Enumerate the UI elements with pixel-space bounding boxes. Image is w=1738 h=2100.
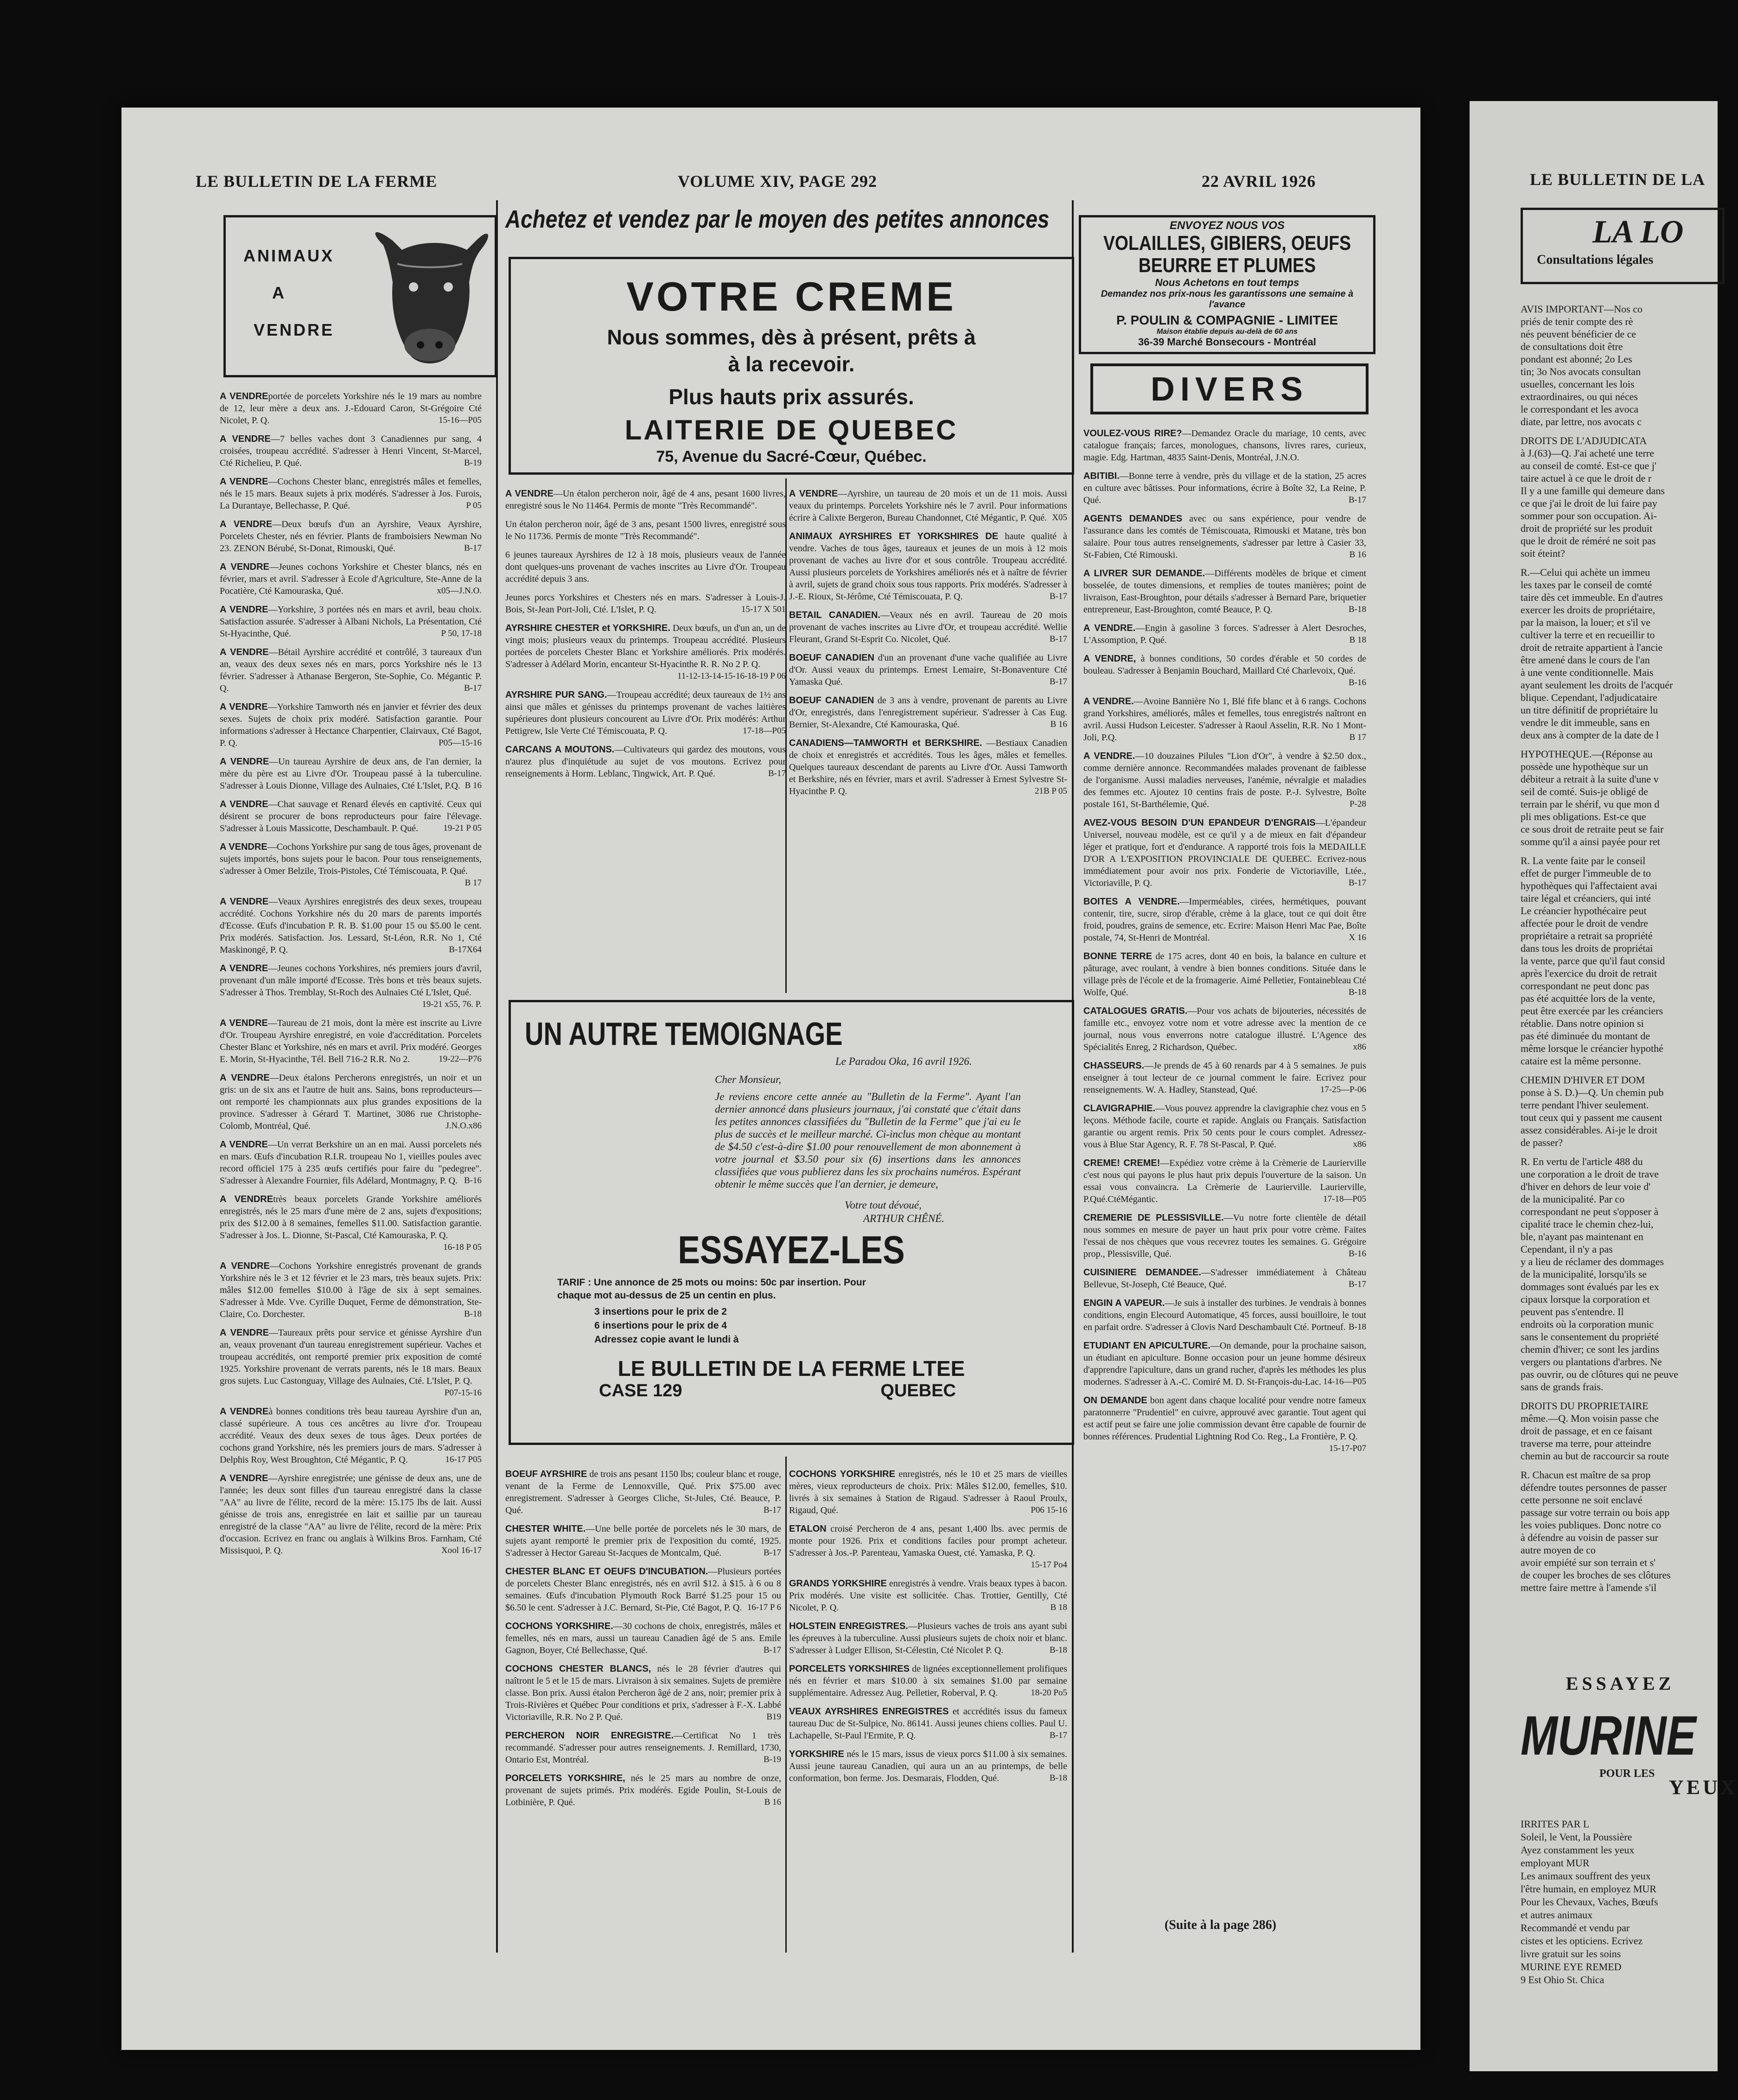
adjacent-text-line: terre pendant l'hiver seulement. xyxy=(1521,1099,1649,1111)
masthead-left: LE BULLETIN DE LA FERME xyxy=(196,172,438,191)
murine-text-line: Recommandé et vendu par xyxy=(1521,1922,1630,1934)
adjacent-text-line: R.—Celui qui achète un immeu xyxy=(1521,566,1650,578)
classified-ad: A VENDRE—Ayrshire enregistrée; une génisse de deux ans, une de l'année; les deux sont filles d'un taureau enregistré dans la classe "AA" au livre de l'élite, record de la mère: 15.175 lbs de lait. Aussi génisse de trois ans, enregistrée en lait et saillie par un taureau enregistré de la classe "AA" au livre de l'élite, record de la mère: Prix d'occasion. Ecrivez en franc ou anglais à Wilkins Bros. Farnham, Cté Missisquoi, P. Q. Xool 16-17 xyxy=(220,1473,482,1556)
adjacent-text-line: terrain par le shérif, vu que mon d xyxy=(1521,798,1660,810)
classified-ad: CANADIENS—TAMWORTH et BERKSHIRE. —Bestiaux Canadien de choix et enregistrés et accrédités. Tous les âges, mâles et femelles. Quelques taureaux descendant de parents au Livre d'Or. Aussi Tamworth et Berkshire, nés en février, mars et avril. S'adresser à Ernest Sylvestre St-Hyacinthe P. Q. 21B P 05 xyxy=(789,738,1067,796)
letter-date: Le Paradou Oka, 16 avril 1926. xyxy=(835,1056,972,1067)
adjacent-text-line: possède une hypothèque sur un xyxy=(1521,761,1648,772)
murine-text-line: employant MUR xyxy=(1521,1857,1590,1869)
adjacent-text-line: pas ouvrir, ou de clôtures qui ne peuve xyxy=(1521,1368,1679,1380)
letter-body: Je reviens encore cette année au "Bulletin de la Ferme". Ayant l'an dernier annoncé dans plusieurs journaux, j'ai constaté que c'était dans les petites annonces classifiées du "Bulletin de la Ferme" que j'ai eu le plus de succès et le meilleur marché. Ci-inclus mon chèque au montant de $4.50 c'est-à-dire $1.00 pour renouvellement de mon abonnement à votre journal et $3.50 pour six (6) insertions dans les annonces classifiées que vous publierez dans les six prochains numéros. Espérant obtenir le même succès que l'an dernier, je demeure, xyxy=(715,1091,1021,1190)
adjacent-text-line: autre moyen de co xyxy=(1521,1544,1596,1556)
classified-ad: CARCANS A MOUTONS.—Cultivateurs qui gardez des moutons, vous n'aurez plus d'inquiétude au sujet de vos moutons. Ecrivez pour renseignements à Horm. Leblanc, Tingwick, Art. P. Qué. B-17 xyxy=(505,745,786,779)
classified-ad: ENGIN A VAPEUR.—Je suis à installer des turbines. Je vendrais à bonnes conditions, engin Elecourd Automatique, 45 forces, aussi bouilloire, le tout en parfait ordre. S'adresser à Clovis Nard Deschambault Cté. Portneuf. B-18 xyxy=(1083,1298,1366,1332)
adjacent-text-line: tin; 3o Nos avocats consultan xyxy=(1521,366,1641,377)
adjacent-text-line: somme qu'il a ainsi payée pour ret xyxy=(1521,836,1660,847)
murine-text-line: l'être humain, en employez MUR xyxy=(1521,1883,1656,1895)
adjacent-text-line xyxy=(1521,1462,1718,1469)
murine-text-line: Les animaux souffrent des yeux xyxy=(1521,1870,1651,1882)
classified-ad: AYRSHIRE PUR SANG.—Troupeau accrédité; deux taureaux de 1½ ans ainsi que mâles et génisses du printemps provenant de vaches laitières supérieures dont plusieurs concourent au Livre d'Or. Prix modérés: Arthur Pettigrew, Isle Verte Cté Témiscouata, P. Q. 17-18—P05 xyxy=(505,690,786,736)
adjacent-text-line: pli mes obligations. Est-ce que xyxy=(1521,811,1646,822)
adjacent-text-line: taire légal et créanciers, qui inté xyxy=(1521,892,1651,904)
classified-ad: YORKSHIRE nés le 15 mars, issus de vieux porcs $11.00 à six semaines. Aussi jeune taureau Canadien, qui aura un an au printemps, de belle conformation, bon ferme. Jos. Desmarais, Flodden, Qué. B-18 xyxy=(789,1749,1067,1783)
bull-illustration xyxy=(365,227,495,370)
temoignage-box xyxy=(509,1000,1074,1445)
classified-ad: A VENDRE—Taureau de 21 mois, dont la mère est inscrite au Livre d'Or. Troupeau Ayrshire enregistré, en voie d'accréditation. Porcelets Chester Blanc et Yorkshire, nés en mars et avril. Prix modéré. Georges E. Morin, St-Hyacinthe, Tél. Bell 716-2 R.R. No 2. 19-22—P76 xyxy=(220,1018,482,1064)
adjacent-text-line: avoir empiété sur son terrain et s' xyxy=(1521,1557,1656,1568)
ad-line: Nous sommes, dès à présent, prêts à à la recevoir. xyxy=(607,325,976,376)
classified-ad: A VENDRE—Cochons Yorkshire pur sang de tous âges, provenant de sujets importés, bons sujets pour le bacon. Pour tous renseignements, s'adresser à Omer Belzile, Trois-Pistoles, Cté Témiscouata, P. Qué. B 17 xyxy=(220,842,482,888)
classified-ad: A VENDRE—Chat sauvage et Renard élevés en captivité. Ceux qui désirent se procurer de bons reproducteurs pour faire l'élevage. S'adresser à Louis Massicotte, Deschambault. P. Qué. 19-21 P 05 xyxy=(220,799,482,834)
adjacent-text-line: extraordinaires, ou qui néces xyxy=(1521,391,1638,402)
adjacent-text-line: y a lieu de réclamer des dommages xyxy=(1521,1256,1664,1267)
classified-ad: Jeunes porcs Yorkshires et Chesters nés en mars. S'adresser à Louis-J. Bois, St-Jean Port-Joli, Cté. L'Islet, P. Q. 15-17 X 501 xyxy=(505,592,786,615)
adjacent-text-line: sans le consentement du propriété xyxy=(1521,1331,1659,1343)
adjacent-text-line: droit de propriété sur les produit xyxy=(1521,522,1653,534)
murine-text-line: Ayez constamment les yeux xyxy=(1521,1844,1635,1856)
adjacent-text-line: ponse à S. D.)—Q. Un chemin pub xyxy=(1521,1087,1664,1098)
adjacent-text-line: défendre toutes personnes de passer xyxy=(1521,1482,1667,1493)
adjacent-text-line: pas été acquittée lors de la vente, xyxy=(1521,993,1655,1004)
adjacent-text-line: de la municipalité, lorsqu'ils se xyxy=(1521,1268,1647,1280)
classified-ad: COCHONS YORKSHIRE enregistrés, nés le 10 et 25 mars de vieilles mères, vieux reproducteurs de choix. Prix: Mâles $12.00, femelles, $10. livrés à six semaines à Station de Rigaud. S'adresser à Raoul Proulx, Rigaud, Qué. P06 15-16 xyxy=(789,1469,1067,1515)
classified-ad: A VENDRE—7 belles vaches dont 3 Canadiennes pur sang, 4 croisées, troupeau accrédité. S'adresser à Henri Vincent, St-Marcel, Cté Richelieu, P. Qué. B-19 xyxy=(220,434,482,468)
adjacent-text-line: blique. Cependant, l'adjudicataire xyxy=(1521,692,1657,703)
classified-ad: A VENDRE.—10 douzaines Pilules "Lion d'Or", à vendre à $2.50 dox., comme dernière annonce. Recommandées malades provenant de faiblesse de l'organisme. Aussi maladies nerveuses, l'anémie, névralgie et maladies des femmes etc. Ajoutez 10 centins frais de poste. P.-J. Sylvestre, Boîte postale 161, St-Barthélemie, Qué. P-28 xyxy=(1083,751,1366,809)
murine-text-line: MURINE EYE REMED xyxy=(1521,1961,1622,1973)
ad-line: Plus hauts prix assurés. xyxy=(668,385,914,409)
classified-ad: A VENDRE—Yorkshire Tamworth nés en janvier et février des deux sexes. Sujets de choix prix modéré. Satisfaction garantie. Pour informations s'adresser à Hectance Charpentier, Clairvaux, Cté Bagot, P. Q. P05—15-16 xyxy=(220,702,482,748)
classified-ad: VEAUX AYRSHIRES ENREGISTRES et accrédités issus du fameux taureau Duc de St-Sulpice, No. 86141. Aussi jeunes chiens collies. Paul U. Lachapelle, St-Paul l'Ermite, P. Q. B-17 xyxy=(789,1706,1067,1741)
adjacent-text-line: ce sous droit de retraite peut se fair xyxy=(1521,823,1664,835)
adjacent-text-line: R. En vertu de l'article 488 du xyxy=(1521,1156,1643,1167)
classified-ad: ON DEMANDE bon agent dans chaque localité pour vendre notre fameux paratonnerre "Prudentiel" en cuivre, approuvé avec garantie. Tout agent qui est actif peut se faire une jolie commission devant être capable de fournir de bonnes références. Prudential Lightning Rod Co. Reg., La Frontière, P. Q. 15-17-P07 xyxy=(1083,1395,1366,1453)
classified-ad: CHESTER WHITE.—Une belle portée de porcelets nés le 30 mars, de sujets ayant remporté le premier prix de l'exposition du comté, 1925. S'adresser à Hector Gareau St-Jacques de Montcalm, Qué. B-17 xyxy=(505,1524,781,1558)
adjacent-text-line: mettre faire mettre à l'amende s'il xyxy=(1521,1582,1657,1593)
adjacent-text-line: R. La vente faite par le conseil xyxy=(1521,855,1646,866)
classified-ad: A VENDRE.—Avoine Bannière No 1, Blé fife blanc et à 6 rangs. Cochons grand Yorkshires, améliorés, mâles et femelles, tous enregistrés naîtront en avril. Aussi Hudson Leicester. S'adresser à Raoul Asselin, R.R. No 1 Mont-Joli, P.Q. B 17 xyxy=(1083,696,1366,743)
adjacent-text-line: Il y a une famille qui demeure dans xyxy=(1521,485,1665,496)
classified-ad: CLAVIGRAPHIE.—Vous pouvez apprendre la clavigraphie chez vous en 5 leçons. Méthode facile, courte et rapide. Anglais ou Français. Satisfaction garantie ou argent remis. Prix 50 cents pour le cours complet. Adressez-vous à Blue Star Agency, R. F. 78 St-Pascal, P. Qué. x86 xyxy=(1083,1103,1366,1150)
continued-note: (Suite à la page 286) xyxy=(1165,1918,1277,1932)
classified-ad: A VENDRE—Jeunes cochons Yorkshire et Chester blancs, nés en février, mars et avril. S'adresser à Ecole d'Agriculture, Ste-Anne de la Pocatière, Cté Kamouraska, Qué. x05—J.N.O. xyxy=(220,562,482,596)
classified-ad: PORCELETS YORKSHIRE, nés le 25 mars au nombre de onze, provenant de sujets primés. Prix modérés. Egide Poulin, St-Louis de Lotbinière, P. Qué. B 16 xyxy=(505,1773,781,1807)
classified-ad: GRANDS YORKSHIRE enregistrés à vendre. Vrais beaux types à bacon. Prix modérés. Une visite est sollicitée. Chas. Trottier, Gentilly, Cté Nicolet, P. Q. B 18 xyxy=(789,1578,1068,1613)
adjacent-text-line: Le créancier hypothécaire peut xyxy=(1521,905,1647,916)
adjacent-text-line: un titre définitif de propriétaire lu xyxy=(1521,704,1658,716)
classified-ad: AVEZ-VOUS BESOIN D'UN EPANDEUR D'ENGRAIS—L'épandeur Universel, nouveau modèle, est ce qu'il y a de mieux en fait d'épandeur léger et pratique, fort et d'endurance. A rapporté trois fois la MEDAILLE D'OR A L'EXPOSITION PROVINCIALE DE QUEBEC. Ecrivez-nous immédiatement pour avoir nos prix. Fonderie de Victoriaville, Ltée., Victoriaville, P. Q. B-17 xyxy=(1083,818,1366,888)
classified-ad: A VENDRE—Taureaux prêts pour service et génisse Ayrshire d'un an, veaux provenant d'un taureau enregistrement supérieur. Vaches et troupeau accrédités, ont remporté premier prix exposition de comté 1925. Yorkshire provenant de verrats parents, nés le 18 mars. Beaux gros sujets. Luc Castonguay, Village des Aulnaies, Cté. L'Islet, P. Q. P07-15-16 xyxy=(220,1328,482,1398)
adjacent-text-line: à défendre au voisin de passer sur xyxy=(1521,1532,1658,1543)
adjacent-text-line: ble, n'ayant pas maintenant en xyxy=(1521,1231,1643,1242)
classified-ad: A VENDRE—Cochons Yorkshire enregistrés provenant de grands Yorkshire nés le 3 et 12 février et le 23 mars, très beaux sujets. Prix: mâles $12.00 femelles $10.00 à l'âge de six à sept semaines. S'adresser à Mde. Vve. Cyrille Duquet, Ferme de démonstration, Ste-Claire, Co. Dorchester. B-18 xyxy=(220,1261,482,1319)
ads-column-3a xyxy=(505,1468,781,1815)
company-name: LAITERIE DE QUEBEC xyxy=(624,414,958,445)
adjacent-text-line: CHEMIN D'HIVER ET DOM xyxy=(1521,1074,1645,1086)
adjacent-text-line: sommer pour son occupation. Ai- xyxy=(1521,510,1657,522)
adjacent-text-line: R. Chacun est maître de sa prop xyxy=(1521,1469,1651,1481)
classified-ad: CUISINIERE DEMANDEE.—S'adresser immédiatement à Château Bellevue, St-Joseph, Cté Beauce, Qué. B-17 xyxy=(1083,1267,1366,1290)
classified-ad: PERCHERON NOIR ENREGISTRE.—Certificat No 1 très recommandé. S'adresser pour autres renseignements. J. Remillard, 1730, Ontario Est, Montréal. B-19 xyxy=(505,1731,781,1765)
classified-ad: ETUDIANT EN APICULTURE.—On demande, pour la prochaine saison, un étudiant en apiculture. Bonne occasion pour un jeune homme désireux d'apprendre l'apiculture, dans un grand rucher, d'après les méthodes les plus modernes. S'adresser à A.-C. Comiré M. D. St-François-du-Lac. 14-16—P05 xyxy=(1083,1341,1367,1387)
essayez-les: ESSAYEZ-LES xyxy=(678,1228,905,1272)
classified-ad: A VENDRE—Un taureau Ayrshire de deux ans, de l'an dernier, la mère du père est au Livre d'Or. Troupeau passé à la tuberculine. S'adresser à Louis Dionne, Village des Aulnaies, Cté L'Islet, P.Q. B 16 xyxy=(220,757,482,791)
classified-ad: PORCELETS YORKSHIRES de lignées exceptionnellement prolifiques nés en février et mars $10.00 à six semaines $1.00 par semaine supplémentaire. Adressez Aug. Pelletier, Roberval, P. Q. 18-20 Po5 xyxy=(789,1664,1067,1698)
adjacent-text-line: hypothèques qui l'affectaient avai xyxy=(1521,880,1657,891)
adjacent-text-line: peut être exercée par les créanciers xyxy=(1521,1005,1663,1017)
adjacent-text-line: droit de passage, et en ce faisant xyxy=(1521,1425,1653,1437)
adjacent-text-line: pas été diminuée du montant de xyxy=(1521,1030,1650,1042)
letter-salutation: Cher Monsieur, xyxy=(715,1074,782,1085)
classified-ad: A VENDRE.—Engin à gasoline 3 forces. S'adresser à Alert Desroches, L'Assomption, P. Qué. B 18 xyxy=(1083,623,1366,645)
classified-ad: BETAIL CANADIEN.—Veaux nés en avril. Taureau de 20 mois provenant de vaches inscrites au Livre d'Or, et troupeau accrédité. Wellie Fleurant, Grand St-Esprit Co. Nicolet, Qué. B-17 xyxy=(789,610,1067,644)
classified-ad: COCHONS CHESTER BLANCS, nés le 28 février d'autres qui naîtront le 5 et le 15 de mars. Livraison à six semaines. Sujets de première classe. Bon prix. Aussi étalon Percheron âgé de 2 ans, noir; premier prix à Trois-Rivières et Québec Pour conditions et prix, s'adresser à F.-X. Labbé Victoriaville, R.R. No 2 P. Qué. B19 xyxy=(505,1664,781,1722)
adjacent-text-line: effet de purger l'immeuble de to xyxy=(1521,867,1651,879)
adjacent-text-line: vergers ou plantations d'arbres. Ne xyxy=(1521,1356,1662,1368)
classified-ad: BOEUF CANADIEN de 3 ans à vendre, provenant de parents au Livre d'Or, enregistrés, dans l'enregistrement supérieur. S'adresser à Cas Eug. Bernier, St-Alexandre, Cté Kamouraska, Qué. B 16 xyxy=(789,695,1067,730)
adjacent-text-line: le correspondant et les avoca xyxy=(1521,403,1639,415)
classified-ad: A VENDREportée de porcelets Yorkshire nés le 19 mars au nombre de 12, leur mère a deux ans. J.-Edouard Caron, St-Grégoire Cté Nicolet, P. Q. 15-16—P05 xyxy=(220,391,482,426)
adjacent-text-line: chemin d'hiver; ce sont les jardins xyxy=(1521,1343,1660,1355)
classified-ad: AYRSHIRE CHESTER et YORKSHIRE. Deux bœufs, un d'un an, un de vingt mois; plusieurs veaux du printemps. Troupeau accrédité. Plusieurs portées de porcelets Chester Blanc et Yorkshire améliorés. Prix modérés. S'adresser à Adélard Morin, encanteur St-Hyacinthe R. R. No 2 P. Q. 11-12-13-14-15-16-18-19 P 06 xyxy=(505,623,786,681)
classified-ad: A LIVRER SUR DEMANDE.—Différents modèles de brique et ciment bosselée, de toutes dimensions, et remplies de toutes manières; point de livraison, East-Broughton, pour détails s'adresser à Bernard Pare, briquetier entrepreneur, East-Broughton, comté Beauce, P. Q. B-18 xyxy=(1083,568,1366,615)
adjacent-text-line: diate, par lettre, nos avocats c xyxy=(1521,416,1642,427)
adjacent-text-line: deux ans à compter de la date de l xyxy=(1521,729,1659,741)
volume-page: VOLUME XIV, PAGE 292 xyxy=(678,172,877,191)
adjacent-text-line: endroits où la corporation munic xyxy=(1521,1318,1654,1330)
murine-text-line: Soleil, le Vent, la Poussière xyxy=(1521,1831,1632,1843)
adjacent-text-line: être amené dans le cours de l'an xyxy=(1521,654,1650,666)
adjacent-text-line: de passer? xyxy=(1521,1137,1563,1148)
classified-ad: A VENDRE—Bétail Ayrshire accrédité et contrôlé, 3 taureaux d'un an, veaux des deux sexes nés en mars, porcs Yorkshire nés le 13 février. S'adresser à Athanase Bergeron, Ste-Sophie, Co. Mégantic P. Q. B-17 xyxy=(220,647,482,694)
classified-ad: 6 jeunes taureaux Ayrshires de 12 à 18 mois, plusieurs veaux de l'année dont quelques-uns provenant de vaches inscrites au Livre d'Or. Troupeau accrédité depuis 3 ans. xyxy=(505,550,786,584)
la-loi-box: LA LO Consultations légales xyxy=(1521,208,1725,284)
classified-ad: CREME! CREME!—Expédiez votre crème à la Crèmerie de Laurierville c'est nous qui payons le plus haut prix depuis l'ouverture de la saison. Un essai vous convaincra. La Crèmerie de Laurierville. Laurierville, P.Qué.CtéMégantic. 17-18—P05 xyxy=(1083,1158,1366,1204)
ads-column-3b xyxy=(789,1468,1067,1791)
adjacent-text-line: cipalité trace le chemin chez-lui, xyxy=(1521,1218,1654,1230)
adjacent-text-line: ayant seulement les droits de l'acquér xyxy=(1521,679,1673,691)
box-label: ANIMAUX xyxy=(243,246,334,265)
murine-ad: ESSAYEZ MURINE POUR LES YEUX IRRITES PAR L Soleil, le Vent, la Poussière Ayez constamment les yeux employant MUR Les animaux souffrent des yeux l'être humain, en employez MUR Pour les Chevaux, Vaches, Bœufs et autres animaux Recommandé et vendu par cistes et les opticiens. Ecrivez livre gratuit sur les soins MURINE EYE REMED 9 Est Ohio St. Chica xyxy=(1521,1673,1738,1985)
adjacent-text-line: HYPOTHEQUE.—(Réponse au xyxy=(1521,748,1653,760)
adjacent-text-line: usuelles, concernant les lois xyxy=(1521,378,1635,390)
ad-title: VOTRE CREME xyxy=(626,274,956,319)
section-banner: Achetez et vendez par le moyen des petites annonces xyxy=(505,205,1050,233)
adjacent-text-line: que le droit de réméré ne soit pas xyxy=(1521,535,1656,547)
adjacent-text-line: même.—Q. Mon voisin passe che xyxy=(1521,1413,1659,1424)
issue-date: 22 AVRIL 1926 xyxy=(1202,172,1316,191)
tarif-lines: 3 insertions pour le prix de 2 6 insertions pour le prix de 4 Adressez copie avant le lundi à xyxy=(594,1306,739,1345)
adjacent-text-line: même lorsque le créancier hypothé xyxy=(1521,1043,1663,1054)
adjacent-text-line: correspondant ne peut s'opposer à xyxy=(1521,1206,1659,1217)
adjacent-text-line xyxy=(1521,1067,1718,1074)
adjacent-text-line: la vente, parce que qu'il faut consid xyxy=(1521,955,1665,967)
adjacent-text-line: vendre le dit immeuble, sans en xyxy=(1521,717,1650,728)
column-rule xyxy=(496,200,498,1953)
adjacent-text-line: traverse ma terre, pour atteindre xyxy=(1521,1438,1651,1449)
adjacent-column xyxy=(1521,303,1718,1594)
classified-ad: A VENDREtrès beaux porcelets Grande Yorkshire améliorés enregistrés, nés le 25 mars d'une mère de 2 ans, sujets d'expositions; prix des $12.00 à 8 semaines, femelles $11.00. Satisfaction garantie. S'adresser à Jos. L. Dionne, St-Pascal, Cté Kamouraska, P. Q. 16-18 P 05 xyxy=(220,1194,482,1252)
publisher-name: LE BULLETIN DE LA FERME LTEE xyxy=(618,1356,965,1381)
adjacent-text-line xyxy=(1521,848,1718,854)
adjacent-text-line: dans tous les droits de propriétai xyxy=(1521,942,1653,954)
classified-ad: A VENDRE—Veaux Ayrshires enregistrés des deux sexes, troupeau accrédité. Cochons Yorkshire nés du 20 mars de parents importés d'Ecosse. Œufs d'incubation P. R. B. $1.00 pour 15 ou $5.00 le cent. Prix modérés. Satisfaction. Jos. Lessard, St-Léon, R.R. No 1, Cté Maskinongé, P. Q. B-17X64 xyxy=(220,897,482,955)
classified-ad: A VENDRE—Deux étalons Percherons enregistrés, un noir et un gris: un de six ans et l'autre de huit ans. Sains, bons reproducteurs—ont remporté les championnats aux plus grandes expositions de la province. S'adresser à Gérard T. Martinet, 3086 rue Christophe-Colomb, Montréal, Qué. J.N.O.x86 xyxy=(220,1073,482,1131)
letter-closing: Votre tout dévoué, xyxy=(845,1199,922,1211)
adjacent-text-line: dommages sont évalués par les ex xyxy=(1521,1281,1659,1292)
classified-ad: A VENDRE—Cochons Chester blanc, enregistrés mâles et femelles, nés le 15 mars. Beaux sujets à prix modérés. S'adresser à Jos. Furois, La Durantaye, Bellechasse, P. Qué. P 05 xyxy=(220,477,482,511)
adjacent-text-line: cipaux lorsque la corporation et xyxy=(1521,1293,1650,1305)
adjacent-masthead: LE BULLETIN DE LA xyxy=(1530,170,1706,189)
classified-ad: ANIMAUX AYRSHIRES ET YORKSHIRES DE haute qualité à vendre. Vaches de tous âges, taureaux et jeunes de un mois à 12 mois provenant de vaches au livre d'or et sous contrôle. Troupeau accrédité. Aussi plusieurs porcelets de Yorkshires améliorés nés et à naître de février à avril, sujets de grand choix sous tous rapports. Prix modérés. S'adresser à J.-E. Rioux, St-Jérôme, Cté Témiscouata, P. Q. B-17 xyxy=(789,531,1067,602)
classified-ad: A VENDRE—Ayrshire, un taureau de 20 mois et un de 11 mois. Aussi veaux du printemps. Porcelets Yorkshire nés le 7 avril. Pour informations écrire à Calixte Bergeron, Bureau Chandonnet, Cté Mégantic, P. Qué. X05 xyxy=(789,489,1067,523)
temoignage-title: UN AUTRE TEMOIGNAGE xyxy=(525,1016,843,1052)
classified-ad: ETALON croisé Percheron de 4 ans, pesant 1,400 lbs. avec permis de monte pour 1926. Prix et conditions faciles pour prompt acheteur. S'adresser à Jos.-P. Parenteau, Yamaska Ouest, cté. Yamaska, P. Q. 15-17 Po4 xyxy=(789,1524,1067,1570)
adjacent-text-line: peuvent pas s'entendre. Il xyxy=(1521,1306,1624,1317)
animaux-a-vendre-box xyxy=(223,215,497,377)
adjacent-text-line: chemin au but de raccourcir sa route xyxy=(1521,1450,1669,1462)
adjacent-text-line: AVIS IMPORTANT—Nos co xyxy=(1521,303,1643,315)
adjacent-text-line xyxy=(1521,560,1718,566)
murine-logo: MURINE xyxy=(1521,1705,1696,1767)
classified-ad: ABITIBI.—Bonne terre à vendre, près du village et de la station, 25 acres en culture avec bâtisses. Pour informations, écrire à Boîte 32, La Reine, P. Qué. B-17 xyxy=(1083,471,1366,505)
classified-ad: A VENDRE—Un étalon percheron noir, âgé de 4 ans, pesant 1600 livres, enregistré sous le No 11464. Permis de monte "Très Recommandé". xyxy=(505,489,786,511)
adjacent-text-line: propriétaire a retrait sa propriété xyxy=(1521,930,1653,942)
adjacent-text-line: cataire est la même personne. xyxy=(1521,1055,1641,1067)
adjacent-text-line: tout ceux qui y passent me causent xyxy=(1521,1112,1662,1123)
adjacent-text-line: exercer les droits de propriétaire, xyxy=(1521,604,1655,616)
adjacent-text-line: passage sur votre terrain ou bois app xyxy=(1521,1507,1670,1518)
adjacent-text-line: cette personne ne soit enclavé xyxy=(1521,1494,1643,1506)
classified-ad: A VENDREà bonnes conditions très beau taureau Ayrshire d'un an, classé supérieure. A tous ces ancêtres au livre d'or. Troupeau accrédité. Veaux des deux sexes de tous âges. Deux portées de cochons grand Yorkshire, nés les premiers jours de mars. S'adresser à Delphis Roy, West Broughton, Cté Mégantic, P. Q. 16-17 P05 xyxy=(220,1406,482,1465)
adjacent-text-line: sans de grands frais. xyxy=(1521,1381,1604,1393)
classified-ad: BONNE TERRE de 175 acres, dont 40 en bois, la balance en culture et pâturage, avec roulant, à vendre à bien bonnes conditions. Située dans le village près de l'école et de la fromagerie. Aimé Pelletier, Fontainebleau Cté Wolfe, Qué. B-18 xyxy=(1083,951,1366,998)
adjacent-text-line: après l'exercice du droit de retrait xyxy=(1521,967,1657,979)
classified-ad: HOLSTEIN ENREGISTRES.—Plusieurs vaches de trois ans ayant subi les épreuves à la tuberculine. Aussi plusieurs sujets de choix noir et blanc. S'adresser à Ludger Ellison, St-Célestin, Cté Nicolet P. Q. B-18 xyxy=(789,1621,1067,1655)
adjacent-text-line: de couper les broches de ses clôtures xyxy=(1521,1569,1671,1581)
adjacent-text-line: pondant est abonné; 2o Les xyxy=(1521,353,1632,365)
classified-ad: BOEUF AYRSHIRE de trois ans pesant 1150 lbs; couleur blanc et rouge, venant de la Ferme de Lennoxville, Qué. Prix $75.00 avec enregistrement. S'adresser à Georges Cliche, St-Jules, Cté. Beauce, P. Qué. B-17 xyxy=(505,1469,782,1515)
adjacent-text-line: droit de retraite appartient à l'ancie xyxy=(1521,642,1663,653)
votre-creme-ad xyxy=(509,257,1074,475)
classified-ad: CHESTER BLANC ET OEUFS D'INCUBATION.—Plusieurs portées de porcelets Chester Blanc enregistrés, nés en avril $12. à $15. à 6 ou 8 semaines. Œufs d'incubation Plymouth Rock Barré $1.25 pour 15 ou $6.50 le cent. S'adresser à J.C. Bernard, St-Pie, Cté Bagot, P. Q. 16-17 P 6 xyxy=(505,1566,782,1613)
tarif: TARIF : Une annonce de 25 mots ou moins: 50c par insertion. Pour chaque mot au-dessus de 25 un centin en plus. xyxy=(557,1277,866,1301)
company-address: 75, Avenue du Sacré-Cœur, Québec. xyxy=(656,448,927,465)
classified-ad: COCHONS YORKSHIRE.—30 cochons de choix, enregistrés, mâles et femelles, nés en mars, aussi un taureau Canadien âgé de 5 ans. Emile Gagnon, Boyer, Cté Bellechasse, Qué. B-17 xyxy=(505,1621,782,1655)
classified-ad: VOULEZ-VOUS RIRE?—Demandez Oracle du mariage, 10 cents, avec catalogue français; farces, monologues, chansons, livres rares, curieux, magie. Edg. Hartman, 4835 Saint-Denis, Montréal, J.N.O. xyxy=(1083,428,1366,463)
adjacent-text-line: nés peuvent bénéficier de ce xyxy=(1521,328,1636,340)
ads-column-1 xyxy=(220,390,482,1563)
adjacent-text-line: de consultations doit être xyxy=(1521,341,1623,352)
adjacent-text-line: affectée pour le droit de vendre xyxy=(1521,917,1649,929)
publisher-address: CASE 129 QUEBEC xyxy=(599,1381,956,1400)
adjacent-text-line: une corporation a le droit de trave xyxy=(1521,1168,1659,1180)
box-label: VENDRE xyxy=(254,320,335,339)
ads-column-4 xyxy=(1083,427,1366,1461)
classified-ad: CHASSEURS.—Je prends de 45 à 60 renards par 4 à 5 semaines. Je puis enseigner à tout lecteur de ce journal comment le faire. Ecrivez pour renseignements. W. A. Hadley, Stanstead, Qué. 17-25—P-06 xyxy=(1083,1061,1366,1095)
adjacent-text-line: à J.(63)—Q. J'ai acheté une terre xyxy=(1521,447,1654,459)
classified-ad: A VENDRE, à bonnes conditions, 50 cordes d'érable et 50 cordes de bouleau. S'adresser à Benjamin Bouchard, Maillard Cté Charlevoix, Qué. B-16 xyxy=(1083,654,1366,687)
adjacent-text-line: à une vente conditionnelle. Mais xyxy=(1521,667,1654,678)
adjacent-text-line: seil de comté. Suis-je obligé de xyxy=(1521,786,1648,797)
adjacent-text-line: DROITS DE L'ADJUDICATA xyxy=(1521,435,1647,446)
adjacent-text-line: les taxes par le conseil de comté xyxy=(1521,579,1652,591)
adjacent-text-line: ce que j'ai le droit de lui faire pay xyxy=(1521,497,1657,509)
adjacent-text-line: de la municipalité. Par co xyxy=(1521,1193,1625,1205)
adjacent-text-line xyxy=(1521,428,1718,434)
ads-column-2a xyxy=(505,488,786,786)
divers-heading: DIVERS xyxy=(1090,363,1369,414)
newspaper-page xyxy=(121,108,1420,2050)
adjacent-text-line: débiteur a retrait à la suite d'une v xyxy=(1521,773,1659,785)
adjacent-text-line xyxy=(1521,741,1718,748)
adjacent-page xyxy=(1470,101,1738,2071)
classified-ad: Un étalon percheron noir, âgé de 3 ans, pesant 1500 livres, enregistré sous le No 11736. Permis de monte "Très Recommandé". xyxy=(505,519,786,541)
classified-ad: BOEUF CANADIEN d'un an provenant d'une vache qualifiée au Livre d'Or. Aussi veaux du printemps. Ernest Lemaire, St-Bonaventure Cté Yamaska Qué. B-17 xyxy=(789,653,1067,687)
murine-text-line: Pour les Chevaux, Vaches, Bœufs xyxy=(1521,1896,1658,1908)
letter-signature: ARTHUR CHÊNÉ. xyxy=(863,1213,945,1224)
classified-ad: A VENDRE—Yorkshire, 3 portées nés en mars et avril, beau choix. Satisfaction assurée. S'adresser à Albani Nichols, La Présentation, Cté St-Hyacinthe, Qué. P 50, 17-18 xyxy=(220,605,482,639)
classified-ad: A VENDRE—Jeunes cochons Yorkshires, nés premiers jours d'avril, provenant d'un mâle importé d'Ecosse. Très bons et très beaux sujets. S'adresser à Thos. Tremblay, St-Roch des Aulnaies Cté L'Islet, Qué. 19-21 x55, 76. P. xyxy=(220,963,482,1009)
murine-text-line: et autres animaux xyxy=(1521,1909,1593,1921)
adjacent-text-line: taire dès cet immeuble. En d'autres xyxy=(1521,592,1663,603)
murine-text-line: IRRITES PAR L xyxy=(1521,1818,1590,1830)
murine-text-line: livre gratuit sur les soins xyxy=(1521,1948,1621,1960)
box-label: A xyxy=(272,283,286,302)
adjacent-text-line: cultiver la terre et en recueillir to xyxy=(1521,629,1655,641)
classified-ad: A VENDRE—Un verrat Berkshire un an en mai. Aussi porcelets nés en mars. Œufs d'incubation R.I.R. troupeau No 1, vieilles poules avec record officiel 175 à 235 œufs certifiés pour faire du "pedegree". S'adresser à Alexandre Fournier, fils Adélard, Montmagny, P. Q. B-16 xyxy=(220,1139,482,1186)
classified-ad: A VENDRE—Deux bœufs d'un an Ayrshire, Veaux Ayrshire, Porcelets Chester, nés en février. Plants de framboisiers Newman No 23. ZENON Bérubé, St-Donat, Rimouski, Qué. B-17 xyxy=(220,519,482,554)
classified-ad: CREMERIE DE PLESSISVILLE.—Vu notre forte clientèle de détail nous sommes en mesure de payer un haut prix pour votre crème. Faites l'essai de nos chèques que vous recevrez toutes les semaines. G. Grégoire prop., Plessisville, Qué. B-16 xyxy=(1083,1213,1366,1259)
adjacent-text-line: priés de tenir compte des rè xyxy=(1521,316,1633,327)
adjacent-text-line: par la maison, la louer; et s'il ve xyxy=(1521,617,1651,628)
adjacent-text-line: rétablie. Dans notre opinion si xyxy=(1521,1018,1644,1029)
adjacent-text-line: d'hiver en dehors de leur voie d' xyxy=(1521,1181,1651,1192)
classified-ad: CATALOGUES GRATIS.—Pour vos achats de bijouteries, nécessités de famille etc., envoyez votre nom et votre adresse avec la mention de ce journal, nous vous enverrons notre catalogue illustré. L'Agence des Spécialités Enreg, 2 Richardson, Québec. x86 xyxy=(1083,1006,1366,1052)
adjacent-text-line xyxy=(1521,1393,1718,1400)
adjacent-text-line xyxy=(1521,1149,1718,1155)
adjacent-text-line: les voies publiques. Donc notre co xyxy=(1521,1519,1662,1531)
adjacent-text-line: Cependant, il n'y a pas xyxy=(1521,1243,1613,1255)
adjacent-text-line: taire actuel à ce que le droit de r xyxy=(1521,472,1652,484)
classified-ad: BOITES A VENDRE.—Imperméables, cirées, hermétiques, pouvant contenir, tire, sucre, sirop d'érable, crème à la glace, tout ce qui doit être froid, poudres, grains de semence, etc. Ecrire: Maison Henri Mac Pae, Boîte postale, 74, St-Henri de Montréal. X 16 xyxy=(1083,897,1366,943)
adjacent-text-line: correspondant ne peut donc pas xyxy=(1521,980,1649,992)
adjacent-text-line: assez considérables. Ai-je le droit xyxy=(1521,1124,1658,1136)
adjacent-text-line: au conseil de comté. Est-ce que j' xyxy=(1521,460,1656,471)
murine-text-line: cistes et les opticiens. Ecrivez xyxy=(1521,1935,1643,1947)
murine-text-line: 9 Est Ohio St. Chica xyxy=(1521,1974,1604,1985)
adjacent-text-line: soit éteint? xyxy=(1521,547,1565,559)
column-rule xyxy=(785,1457,787,1953)
ads-column-2b xyxy=(789,488,1067,804)
adjacent-text-line: DROITS DU PROPRIETAIRE xyxy=(1521,1400,1649,1412)
classified-ad: AGENTS DEMANDES avec ou sans expérience, pour vendre de l'assurance dans les comtés de Témiscouata, Rimouski et Matane, très bon salaire. Pour tous autres renseignements, s'adresser par lettre à Casier 33, St-Fabien, Cté Rimouski. B 16 xyxy=(1083,514,1366,560)
volailles-ad: ENVOYEZ NOUS VOS VOLAILLES, GIBIERS, OEUFS BEURRE ET PLUMES Nous Achetons en tout temps Demandez nos prix-nous les garantissons une semaine à l'avance P. POULIN & COMPAGNIE - LIMITEE Maison établie depuis au-delà de 60 ans 36-39 Marché Bonsecours - Montréal xyxy=(1079,215,1375,354)
